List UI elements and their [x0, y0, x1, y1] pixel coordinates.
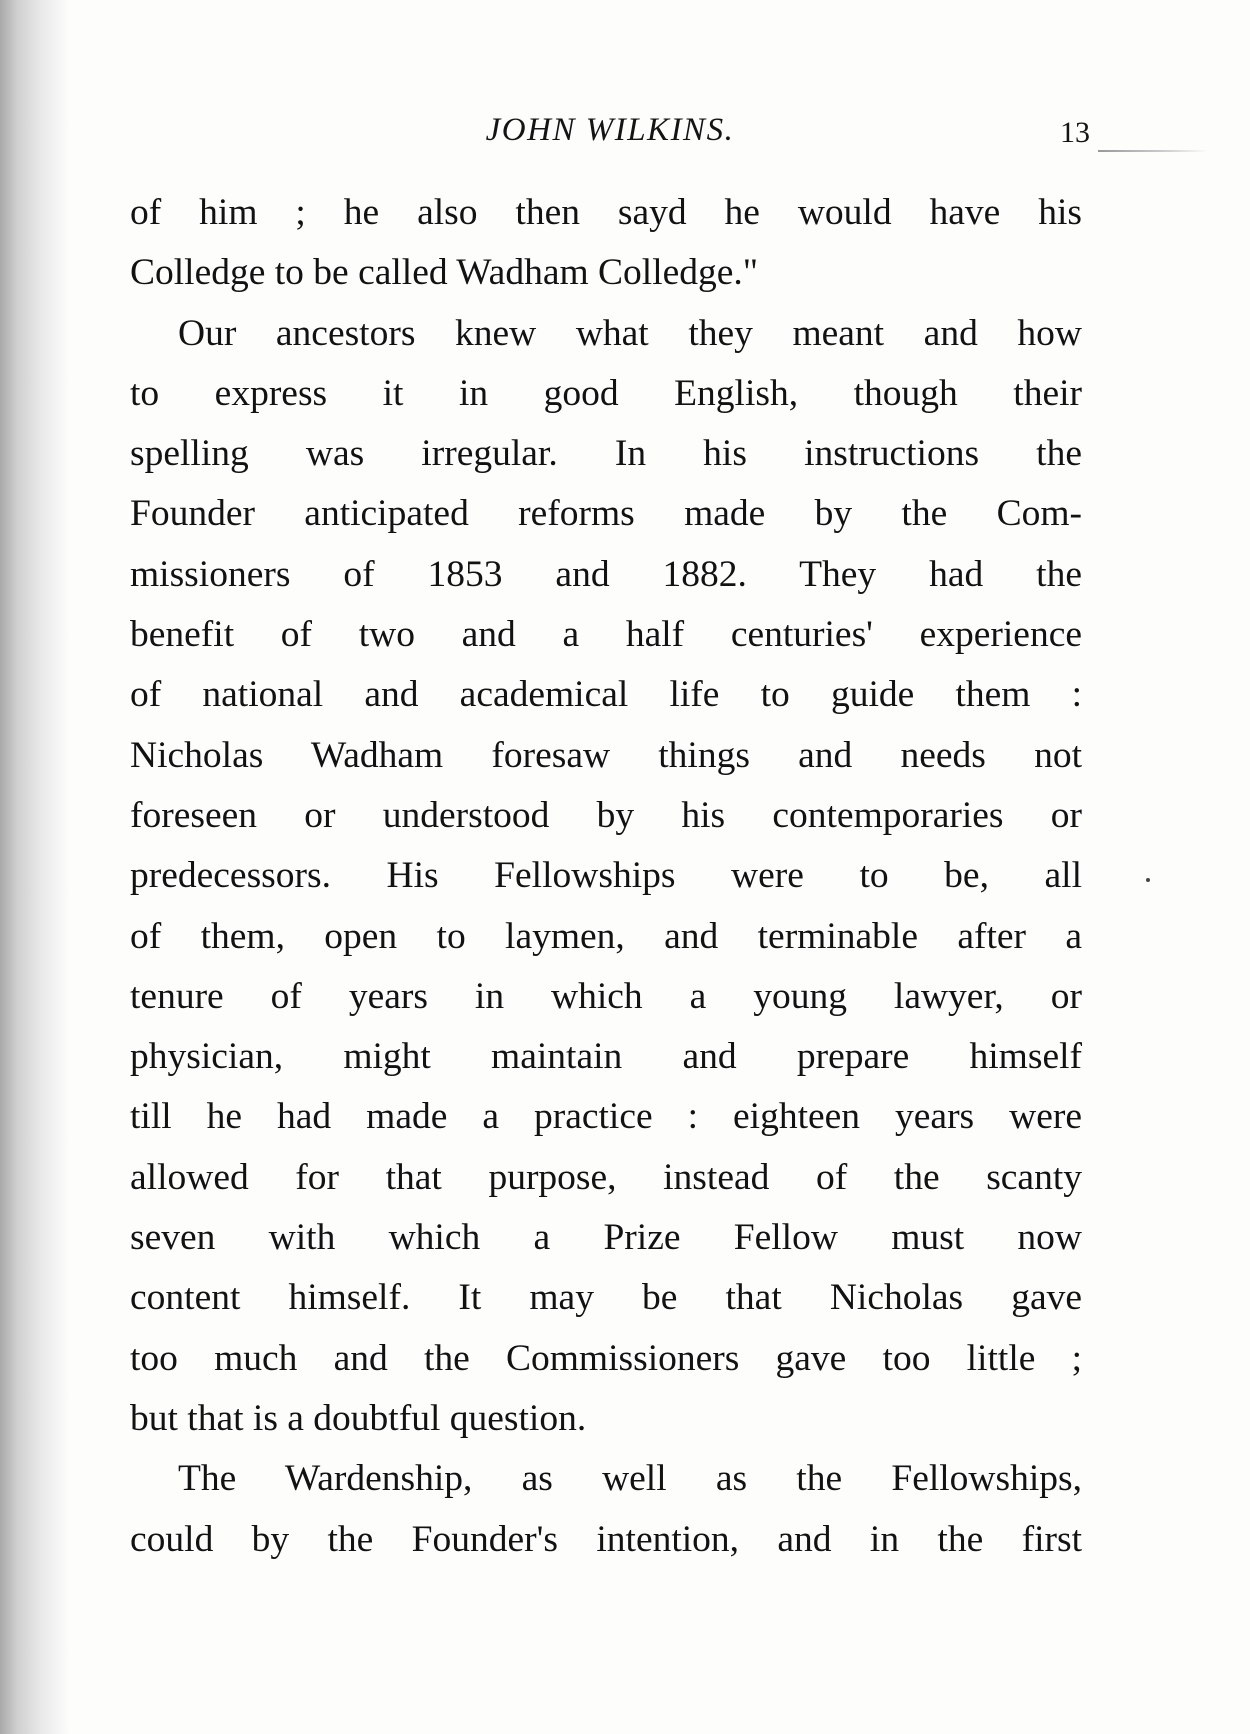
text-line: of them, open to laymen, and terminable after a	[130, 915, 1082, 957]
text-line: benefit of two and a half centuries' experience	[130, 614, 1082, 656]
running-head	[130, 112, 1090, 162]
text-line: physician, might maintain and prepare himself	[130, 1036, 1082, 1078]
text-line: missioners of 1853 and 1882. They had the	[130, 553, 1082, 595]
body-text	[130, 183, 1082, 1570]
text-line: to express it in good English, though their	[130, 372, 1082, 414]
text-line: Colledge to be called Wadham Colledge."	[130, 252, 759, 294]
binding-gutter-shadow	[0, 0, 70, 1734]
text-line: till he had made a practice : eighteen years were	[130, 1096, 1082, 1138]
text-line: seven with which a Prize Fellow must now	[130, 1217, 1082, 1259]
running-title: JOHN WILKINS.	[485, 112, 735, 148]
text-line: foreseen or understood by his contemporaries or	[130, 794, 1082, 836]
text-line: tenure of years in which a young lawyer, or	[130, 975, 1082, 1017]
text-line: allowed for that purpose, instead of the scanty	[130, 1156, 1082, 1198]
text-line: of him ; he also then sayd he would have his	[130, 192, 1082, 233]
text-line: predecessors. His Fellowships were to be, all	[130, 855, 1082, 897]
text-line: Our ancestors knew what they meant and how	[178, 312, 1082, 354]
text-line: content himself. It may be that Nicholas gave	[130, 1277, 1082, 1319]
text-line: of national and academical life to guide them :	[130, 674, 1082, 716]
text-line: spelling was irregular. In his instructions the	[130, 433, 1082, 475]
text-line: The Wardenship, as well as the Fellowships,	[178, 1458, 1082, 1500]
text-line: Founder anticipated reforms made by the Com-	[130, 493, 1082, 535]
text-line: but that is a doubtful question.	[130, 1397, 587, 1439]
text-line: too much and the Commissioners gave too little ;	[130, 1337, 1082, 1379]
page-number: 13	[1060, 116, 1090, 149]
header-rule-mark	[1098, 150, 1208, 152]
text-line: could by the Founder's intention, and in the first	[130, 1518, 1082, 1560]
text-line: Nicholas Wadham foresaw things and needs not	[130, 734, 1082, 776]
ink-speck	[1146, 878, 1150, 882]
